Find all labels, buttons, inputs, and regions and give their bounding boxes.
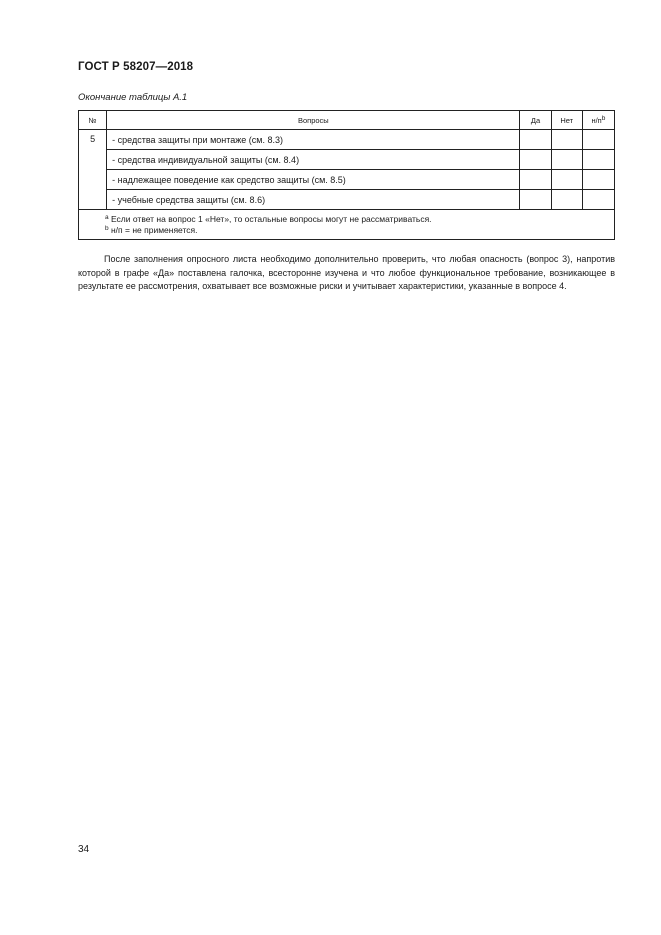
no-cell	[551, 150, 582, 170]
table-caption: Окончание таблицы А.1	[78, 92, 188, 103]
footnote-text: н/п = не применяется.	[108, 225, 198, 235]
table-row	[79, 170, 615, 190]
header-na-label: н/п	[591, 115, 602, 125]
table-row	[79, 150, 615, 170]
footnote-a	[105, 214, 614, 225]
questionnaire-table	[78, 110, 615, 240]
footnote-mark-b: b	[601, 114, 606, 122]
page-number: 34	[78, 844, 90, 855]
yes-cell	[520, 130, 551, 150]
header-number: №	[79, 111, 107, 130]
question-text: - средства индивидуальной защиты (см. 8.4)	[107, 150, 520, 170]
footnote-mark: b	[105, 225, 109, 232]
document-code: ГОСТ Р 58207—2018	[78, 61, 194, 73]
na-cell	[582, 190, 614, 210]
question-text: - средства защиты при монтаже (см. 8.3)	[107, 130, 520, 150]
na-cell	[582, 130, 614, 150]
yes-cell	[520, 190, 551, 210]
paragraph-text: После заполнения опросного листа необходимо дополнительно проверить, что любая опасность (вопрос 3), напротив которой в графе «Да» поставлена галочка, всесторонне изучена и что любое функциональное требование, возникающее в результате ее рассмотрения, охватывает все возможные риски и учитывает характеристики, указанные в вопросе 4.	[78, 254, 615, 291]
table-row	[79, 190, 615, 210]
header-no: Нет	[551, 111, 582, 130]
table-row	[79, 130, 615, 150]
table-footnotes	[79, 210, 615, 240]
question-text: - надлежащее поведение как средство защиты (см. 8.5)	[107, 170, 520, 190]
footnote-text: Если ответ на вопрос 1 «Нет», то остальные вопросы могут не рассматриваться.	[108, 214, 432, 224]
yes-cell	[520, 170, 551, 190]
header-not-applicable	[582, 111, 614, 130]
question-text: - учебные средства защиты (см. 8.6)	[107, 190, 520, 210]
row-number: 5	[79, 130, 107, 210]
body-paragraph	[78, 253, 615, 294]
no-cell	[551, 130, 582, 150]
footnote-mark: a	[105, 214, 109, 221]
table-header-row	[79, 111, 615, 130]
table-footnotes-row	[79, 210, 615, 240]
na-cell	[582, 150, 614, 170]
header-yes: Да	[520, 111, 551, 130]
header-questions: Вопросы	[107, 111, 520, 130]
yes-cell	[520, 150, 551, 170]
na-cell	[582, 170, 614, 190]
no-cell	[551, 190, 582, 210]
no-cell	[551, 170, 582, 190]
footnote-b	[105, 225, 614, 236]
